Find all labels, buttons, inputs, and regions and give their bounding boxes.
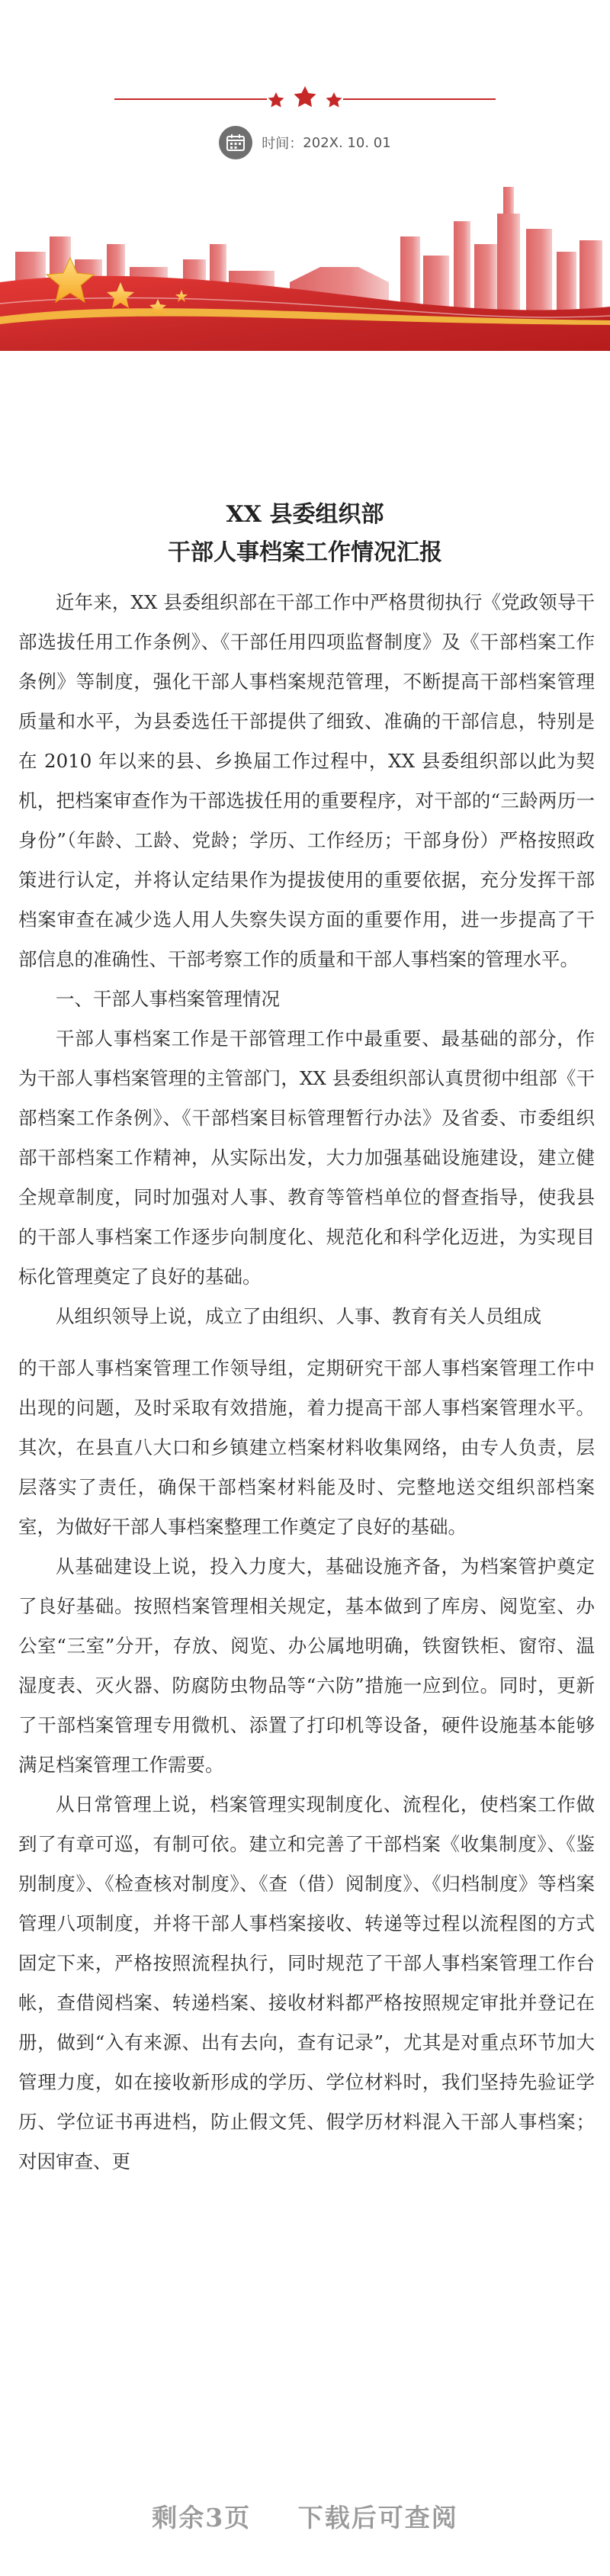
download-footer	[0, 2468, 610, 2576]
star-icon	[326, 92, 342, 108]
header	[0, 0, 610, 359]
calendar-icon	[219, 126, 252, 159]
download-to-read-label[interactable]: 下载后可查阅	[297, 2503, 458, 2533]
paragraph: 干部人事档案工作是干部管理工作中最重要、最基础的部分，作为干部人事档案管理的主管部门，XX 县委组织部认真贯彻中组部《干部档案工作条例》、《干部档案目标管理暂行办法》及省委、市委组织部干部档案工作精神，从实际出发，大力加强基础设施建设，建立健全规章制度，同时加强对人事、教育等管档单位的督查指导，使我县的干部人事档案工作逐步向制度化、规范化和科学化迈进，为实现目标化管理奠定了良好的基础。	[18, 1028, 595, 1288]
paragraph: 的干部人事档案管理工作领导组，定期研究干部人事档案管理工作中出现的问题，及时采取有效措施，着力提高干部人事档案管理水平。其次，在县直八大口和乡镇建立档案材料收集网络，由专人负责，层层落实了责任，确保干部档案材料能及时、完整地送交组织部档案室，为做好干部人事档案整理工作奠定了良好的基础。	[18, 1357, 595, 1538]
star-icon	[268, 92, 284, 108]
paragraph-intro: 近年来，XX 县委组织部在干部工作中严格贯彻执行《党政领导干部选拔任用工作条例》、《干部任用四项监督制度》及《干部档案工作条例》等制度，强化干部人事档案规范管理，不断提高干部档案管理质量和水平，为县委选任干部提供了细致、准确的干部信息，特别是在 2010 年以来的县、乡换届工作过程中，XX 县委组织部以此为契机，把档案审查作为干部选拔任用的重要程序，对干部的“三龄两历一身份”（年龄、工龄、党龄；学历、工作经历；干部身份）严格按照政策进行认定，并将认定结果作为提拔使用的重要依据，充分发挥干部档案审查在减少选人用人失察失误方面的重要作用，进一步提高了干部信息的准确性、干部考察工作的质量和干部人事档案的管理水平。	[18, 591, 595, 970]
document-title	[0, 496, 610, 572]
title-line-2: 干部人事档案工作情况汇报	[168, 539, 442, 566]
section-heading-1: 一、干部人事档案管理情况	[56, 988, 280, 1010]
decorative-stars-row	[0, 82, 610, 113]
date-row	[0, 125, 610, 160]
city-skyline-banner	[0, 168, 610, 351]
remaining-pages-label: 剩余3页	[152, 2503, 252, 2533]
document-content	[0, 496, 610, 2182]
paragraph: 从组织领导上说，成立了由组织、人事、教育有关人员组成	[56, 1305, 541, 1327]
document-body	[0, 583, 610, 2182]
star-icon	[294, 86, 316, 107]
content-fade	[0, 2403, 610, 2468]
paragraph: 从日常管理上说，档案管理实现制度化、流程化，使档案工作做到了有章可巡，有制可依。建立和完善了干部档案《收集制度》、《鉴别制度》、《检查核对制度》、《查（借）阅制度》、《归档制度》等档案管理八项制度，并将干部人事档案接收、转递等过程以流程图的方式固定下来，严格按照流程执行，同时规范了干部人事档案管理工作台帐，查借阅档案、转递档案、接收材料都严格按照规定审批并登记在册，做到“入有来源、出有去向，查有记录”，尤其是对重点环节加大管理力度，如在接收新形成的学历、学位材料时，我们坚持先验证学历、学位证书再进档，防止假文凭、假学历材料混入干部人事档案；对因审查、更	[18, 1793, 595, 2172]
paragraph: 从基础建设上说，投入力度大，基础设施齐备，为档案管护奠定了良好基础。按照档案管理相关规定，基本做到了库房、阅览室、办公室“三室”分开，存放、阅览、办公属地明确，铁窗铁柜、窗帘、温湿度表、灭火器、防腐防虫物品等“六防”措施一应到位。同时，更新了干部档案管理专用微机、添置了打印机等设备，硬件设施基本能够满足档案管理工作需要。	[18, 1555, 595, 1776]
star-icon-group	[0, 82, 610, 113]
title-line-1: XX 县委组织部	[226, 501, 384, 528]
date-value: 202X. 10. 01	[303, 134, 391, 151]
date-label: 时间：	[262, 136, 303, 152]
download-prompt[interactable]	[0, 2498, 610, 2534]
